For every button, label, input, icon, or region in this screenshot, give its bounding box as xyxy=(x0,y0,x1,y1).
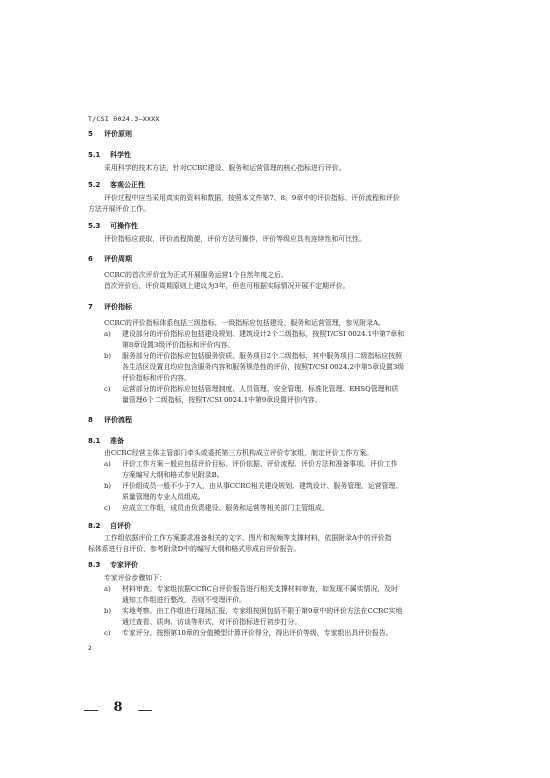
section-title: 评价指标 xyxy=(104,303,132,311)
list-label: c) xyxy=(104,504,111,512)
paragraph-line: 工作组依据评价工作方案要求准备相关的文字、图片和视频等支撑材料，依据附录A中的评价指 xyxy=(104,534,392,542)
section-8-1-heading xyxy=(88,436,124,446)
section-number: 5 xyxy=(88,130,93,138)
list-item-continuation: 量管理6个二级指标，按照T/CSI 0024.1中第9章设置评价内容。 xyxy=(122,396,322,404)
section-title: 评价周期 xyxy=(104,255,132,263)
list-label: b) xyxy=(104,352,112,360)
section-7-heading xyxy=(88,302,132,312)
paragraph: 专家评价步骤如下： xyxy=(104,574,167,582)
section-5-1-heading xyxy=(88,150,131,160)
paragraph: 由CCRC经营主体主管部门牵头或委托第三方机构成立评价专家组，制定评价工作方案。 xyxy=(104,449,374,457)
section-number: 8.1 xyxy=(88,437,101,445)
section-5-2-heading xyxy=(88,180,145,190)
section-title: 评价流程 xyxy=(104,416,132,424)
list-text: 评价组成员一般不少于7人，由从事CCRC相关建设规划、建筑设计、服务管理、运营管理、 xyxy=(122,482,403,490)
list-item-a xyxy=(104,329,404,340)
list-item-b xyxy=(104,351,402,362)
list-item-b xyxy=(104,481,402,492)
list-item-continuation: 质量管理的专业人员组成。 xyxy=(122,493,205,501)
section-title: 可操作性 xyxy=(110,222,138,230)
list-item-c xyxy=(104,384,398,395)
list-label: c) xyxy=(104,629,111,637)
section-title: 自评价 xyxy=(110,522,131,530)
section-title: 科学性 xyxy=(110,151,131,159)
list-text: 材料审查。专家组依据CCRC自评价报告进行相关支撑材料审查，如发现不属实情况，及时 xyxy=(122,585,398,593)
section-number: 8 xyxy=(88,416,93,424)
paragraph-line: 首次评价后，评价周期原则上建议为3年，但也可根据实际情况开展不定期评价。 xyxy=(104,282,350,290)
paragraph: 采用科学的技术方法，针对CCRC建设、服务和运营管理的核心指标进行评价。 xyxy=(104,164,346,172)
section-number: 6 xyxy=(88,255,93,263)
list-item-continuation: 方案编写大纲和格式参见附录B。 xyxy=(122,471,224,479)
section-title: 评价原则 xyxy=(104,130,132,138)
list-label: a) xyxy=(104,585,111,593)
paragraph-line: 方法开展评价工作。 xyxy=(88,205,151,213)
inner-page-number: 2 xyxy=(88,645,92,652)
list-text: 服务部分的评价指标应包括服务资质、服务项目2个二级指标，其中服务项目二级指标应按照 xyxy=(122,352,403,360)
section-title: 专家评价 xyxy=(110,561,138,569)
footer-dash-right xyxy=(138,710,152,711)
list-text: 专家评分。按照第10章的分值模型计算评价得分，得出评价等级，专家组出具评价报告。 xyxy=(122,629,393,637)
list-item-b xyxy=(104,606,402,617)
list-item-c xyxy=(104,628,393,639)
standard-code: T/CSI 0024.3—XXXX xyxy=(88,115,160,123)
paragraph-line: CCRC的首次评价宜为正式开展服务运营1个自然年度之后。 xyxy=(104,271,288,279)
section-6-heading xyxy=(88,254,132,264)
section-number: 7 xyxy=(88,303,93,311)
footer-dash-left xyxy=(84,710,98,711)
list-text: 评价工作方案一般应包括评价目标、评价依据、评价流程、评价方法和准备事项。评价工作 xyxy=(122,460,398,468)
list-label: b) xyxy=(104,482,112,490)
list-label: a) xyxy=(104,460,111,468)
list-item-continuation: 评价指标和评价内容。 xyxy=(122,374,191,382)
paragraph: CCRC的评价指标体系包括三级指标，一级指标应包括建设、服务和运营管理，参见附录A。 xyxy=(104,319,385,327)
paragraph-line: 评价过程中应当采用真实的资料和数据，按照本文件第7、8、9章中的评价指标、评价流程和评价 xyxy=(104,194,400,202)
list-text: 建设部分的评价指标应包括建设规划、建筑设计2个二级指标，按照T/CSI 0024.1中第7章和 xyxy=(122,330,405,338)
list-item-c xyxy=(104,503,329,514)
list-item-continuation: 各生活区设置且均应包含服务内容和服务规范性的评价，按照T/CSI 0024.2中第5章设置3级 xyxy=(122,363,405,371)
list-label: c) xyxy=(104,385,111,393)
section-number: 5.2 xyxy=(88,181,101,189)
list-item-continuation: 第8章设置3级评价指标和评价内容。 xyxy=(122,341,235,349)
paragraph: 评价指标应获取，评价流程简便，评价方法可操作，评价等级应具有连续性和可比性。 xyxy=(104,235,366,243)
section-number: 8.3 xyxy=(88,561,101,569)
list-label: b) xyxy=(104,607,112,615)
section-number: 8.2 xyxy=(88,522,101,530)
list-text: 应成立工作组，成员由负责建设、服务和运营等相关部门主管组成。 xyxy=(122,504,329,512)
section-5-heading xyxy=(88,129,132,139)
page-footer xyxy=(0,700,550,720)
section-8-3-heading xyxy=(88,560,138,570)
page-number: 8 xyxy=(113,700,123,715)
list-text: 运营部分的评价指标应包括管理制度、人员管理、安全管理、标准化管理、EHSQ管理和质 xyxy=(122,385,399,393)
list-label: a) xyxy=(104,330,111,338)
section-number: 5.1 xyxy=(88,151,101,159)
section-number: 5.3 xyxy=(88,222,101,230)
section-title: 准备 xyxy=(110,437,124,445)
list-item-a xyxy=(104,459,398,470)
section-8-heading xyxy=(88,415,132,425)
paragraph-line: 标体系进行自评价，参考附录D中的编写大纲和格式形成自评价报告。 xyxy=(88,545,301,553)
section-8-2-heading xyxy=(88,521,131,531)
list-text: 实地考察。由工作组进行现场汇报，专家组按照包括不限于第9章中的评价方法在CCRC实地 xyxy=(122,607,403,615)
section-5-3-heading xyxy=(88,221,138,231)
section-title: 客观公正性 xyxy=(110,181,145,189)
list-item-continuation: 通过查看、质询、访谈等形式，对评价指标进行初步打分。 xyxy=(122,618,302,626)
list-item-a xyxy=(104,584,398,595)
list-item-continuation: 通知工作组进行整改，否则不受理评价。 xyxy=(122,596,247,604)
